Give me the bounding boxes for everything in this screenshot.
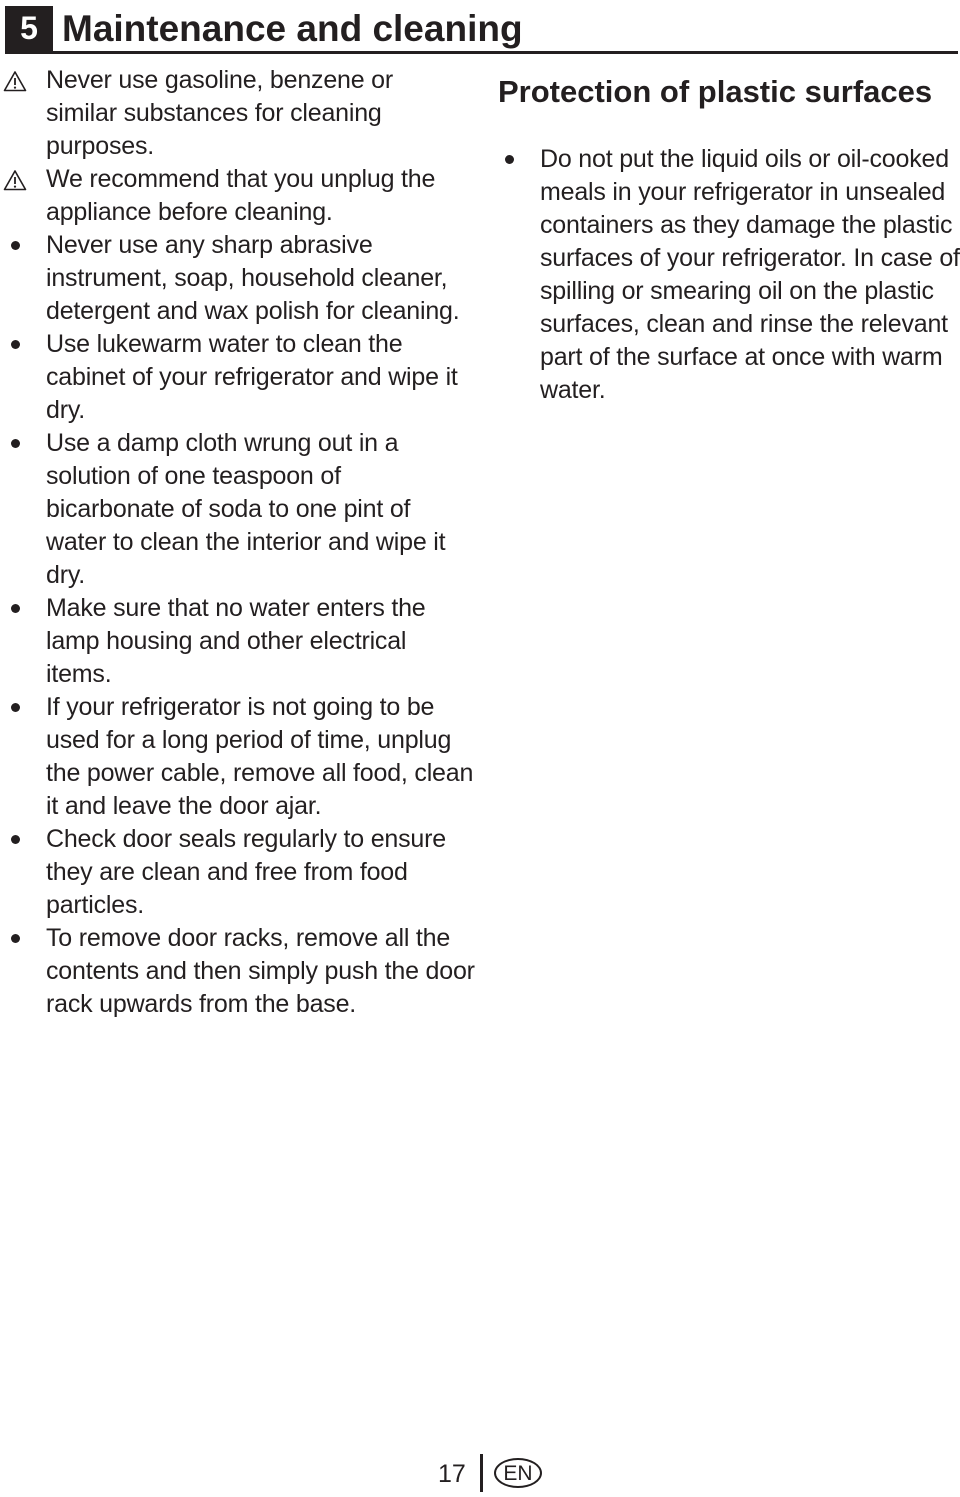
list-item-text: Do not put the liquid oils or oil-cooked meals in your refrigerator in unsealed containers as they damage the plastic surfaces of your refrigerator. In case of spilling or smearing oil on the plastic surfaces, clean and rinse the relevant part of the surface at once with warm water.	[540, 145, 960, 404]
list-item	[0, 64, 418, 163]
bullet-icon	[0, 823, 30, 856]
bullet-icon	[0, 592, 30, 625]
list-item-text: We recommend that you unplug the appliance before cleaning.	[46, 165, 436, 226]
subsection-heading: Protection of plastic surfaces	[498, 74, 933, 109]
warning-icon	[0, 163, 30, 196]
list-item	[0, 163, 466, 229]
list-item	[0, 328, 471, 427]
list-item-text: Never use gasoline, benzene or similar substances for cleaning purposes.	[46, 66, 394, 160]
list-item	[0, 922, 486, 1021]
maintenance-list	[0, 64, 475, 1021]
bullet-icon	[495, 143, 523, 176]
list-item-text: To remove door racks, remove all the contents and then simply push the door rack upwards from the base.	[46, 924, 475, 1018]
section-number: 5	[5, 6, 53, 51]
list-item-text: Use lukewarm water to clean the cabinet of your refrigerator and wipe it dry.	[46, 330, 458, 424]
list-item	[495, 143, 960, 407]
plastic-protection-list	[495, 143, 960, 407]
list-item-text: Use a damp cloth wrung out in a solution of one teaspoon of bicarbonate of soda to one pint of water to clean the interior and wipe it dry.	[46, 429, 446, 589]
list-item	[0, 229, 476, 328]
bullet-icon	[0, 328, 30, 361]
language-badge: EN	[494, 1458, 542, 1488]
list-item-text: Make sure that no water enters the lamp housing and other electrical items.	[46, 594, 426, 688]
list-item-text: Never use any sharp abrasive instrument, soap, household cleaner, detergent and wax polish for cleaning.	[46, 231, 460, 325]
list-item	[0, 592, 456, 691]
list-item	[0, 427, 476, 592]
list-item-text: If your refrigerator is not going to be used for a long period of time, unplug the power cable, remove all food, clean it and leave the door ajar.	[46, 693, 474, 820]
bullet-icon	[0, 922, 30, 955]
page-footer	[0, 1454, 960, 1494]
list-item	[0, 691, 486, 823]
page-number: 17	[438, 1460, 466, 1488]
footer-divider	[480, 1454, 483, 1492]
bullet-icon	[0, 427, 30, 460]
bullet-icon	[0, 691, 30, 724]
section-header	[5, 6, 958, 54]
warning-icon	[0, 64, 30, 97]
section-title: Maintenance and cleaning	[62, 8, 523, 49]
bullet-icon	[0, 229, 30, 262]
list-item-text: Check door seals regularly to ensure they are clean and free from food particles.	[46, 825, 446, 919]
list-item	[0, 823, 486, 922]
